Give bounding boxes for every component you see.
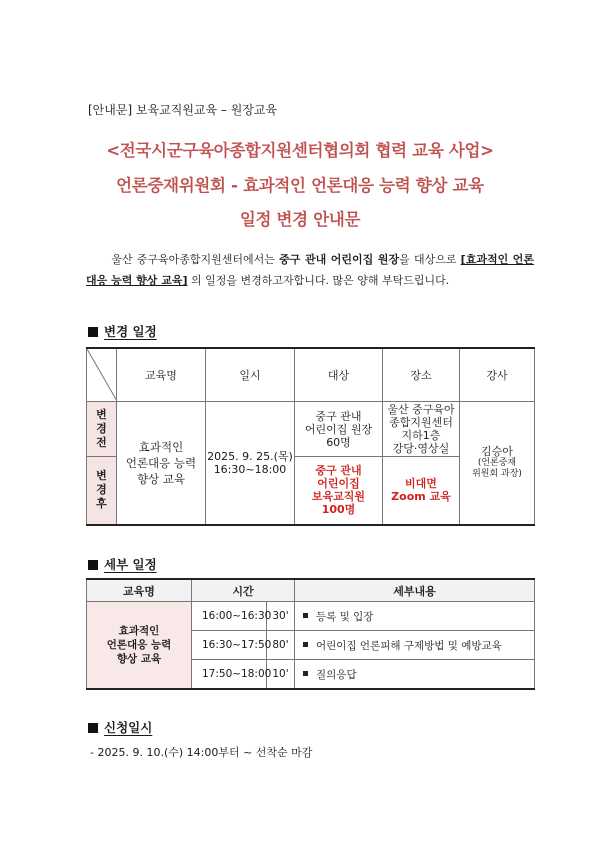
after-target-cell: 중구 관내 어린이집 보육교직원 100명 bbox=[295, 457, 383, 525]
header-place: 장소 bbox=[383, 348, 460, 402]
intro-text-2: 을 대상으로 bbox=[399, 253, 461, 266]
table-row-time: 16:30~17:50 bbox=[192, 631, 267, 660]
table-row-detail: 질의응답 bbox=[295, 660, 535, 690]
table-row-time: 17:50~18:00 bbox=[192, 660, 267, 690]
square-bullet-icon bbox=[88, 560, 98, 570]
header-instructor: 강사 bbox=[460, 348, 535, 402]
label-before-change: 변 경 전 bbox=[87, 402, 117, 457]
notice-line: [안내문] 보육교직원교육 – 원장교육 bbox=[88, 103, 278, 117]
table-row-duration: 10' bbox=[267, 660, 295, 690]
square-bullet-icon bbox=[88, 723, 98, 733]
change-schedule-table bbox=[86, 347, 535, 526]
intro-course-name: [효과적인 언론대응 능력 향상 교육] bbox=[86, 253, 535, 287]
header-time: 시간 bbox=[192, 579, 295, 602]
section-heading-schedule-change bbox=[88, 322, 157, 340]
title-line-3: 일정 변경 안내문 bbox=[239, 210, 361, 229]
before-target-cell: 중구 관내 어린이집 원장 60명 bbox=[295, 402, 383, 457]
header-course: 교육명 bbox=[87, 579, 192, 602]
title-line-1: <전국시군구육아종합지원센터협의회 협력 교육 사업> bbox=[106, 141, 494, 160]
table-row-detail: 어린이집 언론피해 구제방법 및 예방교육 bbox=[295, 631, 535, 660]
header-datetime: 일시 bbox=[206, 348, 295, 402]
section-heading-text: 신청일시 bbox=[104, 720, 153, 735]
detail-course-cell: 효과적인 언론대응 능력 향상 교육 bbox=[87, 602, 192, 690]
section-heading-text: 세부 일정 bbox=[104, 557, 157, 572]
datetime-cell: 2025. 9. 25.(목) 16:30~18:00 bbox=[206, 402, 295, 525]
table-row-duration: 30' bbox=[267, 602, 295, 631]
header-detail: 세부내용 bbox=[295, 579, 535, 602]
section-heading-detail-schedule bbox=[88, 555, 157, 573]
table-row-detail: 등록 및 입장 bbox=[295, 602, 535, 631]
intro-text-3: 의 일정을 변경하고자합니다. 많은 양해 부탁드립니다. bbox=[187, 274, 450, 287]
bullet-icon bbox=[303, 671, 308, 676]
application-period: - 2025. 9. 10.(수) 14:00부터 ~ 선착순 마감 bbox=[90, 746, 313, 759]
square-bullet-icon bbox=[88, 327, 98, 337]
course-name-cell: 효과적인 언론대응 능력 향상 교육 bbox=[117, 402, 206, 525]
detail-schedule-table bbox=[86, 578, 535, 690]
header-target: 대상 bbox=[295, 348, 383, 402]
diagonal-header-cell bbox=[87, 348, 117, 402]
before-place-cell: 울산 중구육아 종합지원센터 지하1층 강당·영상실 bbox=[383, 402, 460, 457]
header-course: 교육명 bbox=[117, 348, 206, 402]
section-heading-application bbox=[88, 718, 152, 736]
intro-text-1: 울산 중구육아종합지원센터에서는 bbox=[111, 253, 280, 266]
instructor-cell: 김승아 (언론중재 위원회 과장) bbox=[460, 402, 535, 525]
section-heading-text: 변경 일정 bbox=[104, 324, 157, 339]
bullet-icon bbox=[303, 613, 308, 618]
after-place-cell: 비대면 Zoom 교육 bbox=[383, 457, 460, 525]
label-after-change: 변 경 후 bbox=[87, 457, 117, 525]
intro-paragraph bbox=[86, 249, 534, 291]
intro-bold-target: 중구 관내 어린이집 원장 bbox=[279, 253, 400, 266]
table-row-duration: 80' bbox=[267, 631, 295, 660]
title-line-2: 언론중재위원회 - 효과적인 언론대응 능력 향상 교육 bbox=[116, 176, 484, 195]
diagonal-line bbox=[87, 349, 117, 401]
table-row-time: 16:00~16:30 bbox=[192, 602, 267, 631]
bullet-icon bbox=[303, 642, 308, 647]
